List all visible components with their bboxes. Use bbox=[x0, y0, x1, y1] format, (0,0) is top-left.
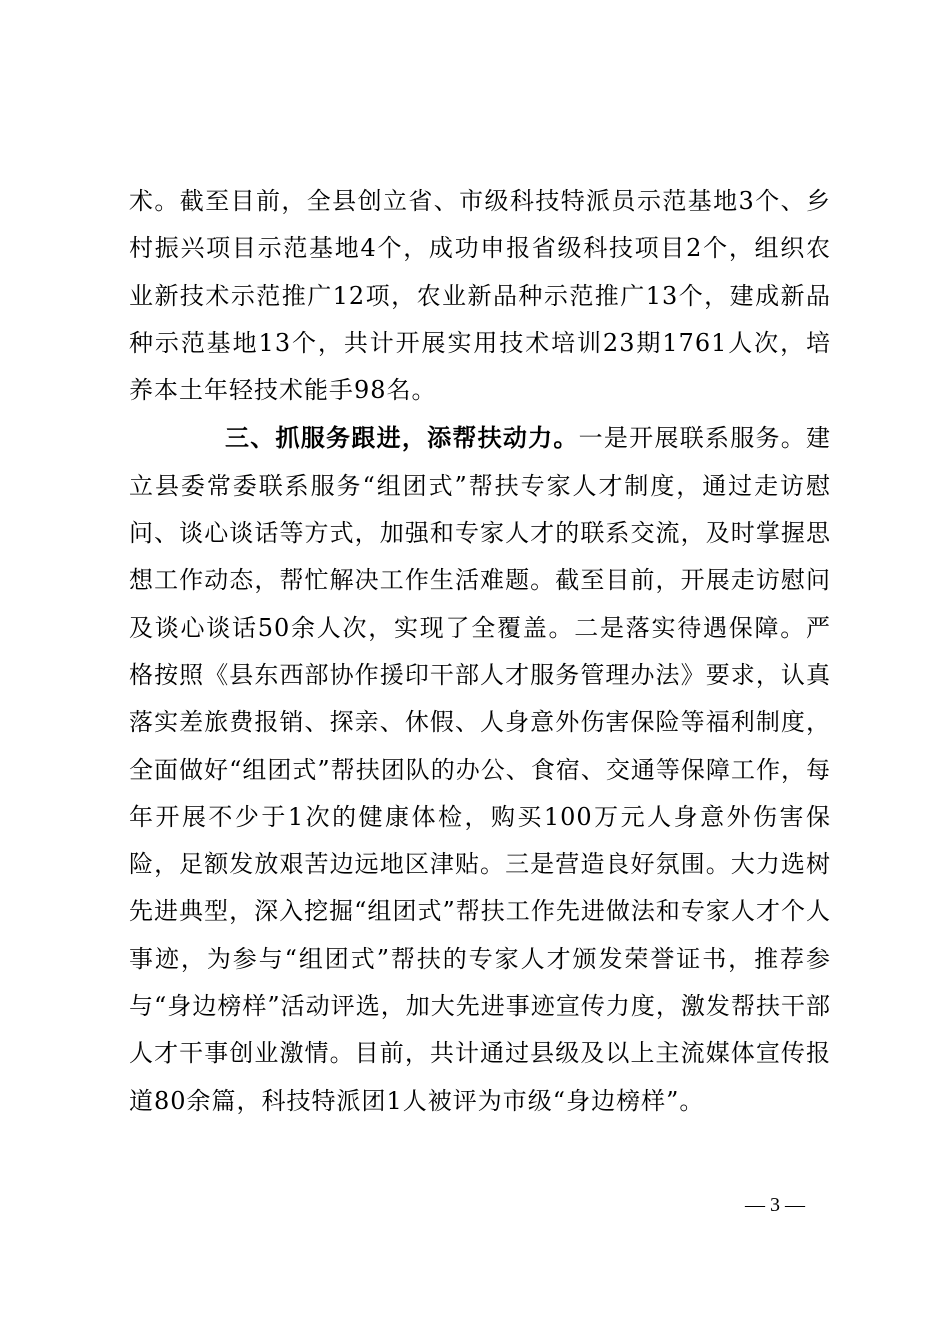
section-heading: 三、抓服务跟进，添帮扶动力。 bbox=[225, 423, 579, 453]
document-body bbox=[129, 178, 831, 1125]
paragraph-section-three bbox=[129, 414, 831, 1124]
paragraph-continuation bbox=[129, 178, 831, 414]
paragraph-1-text: 术。截至目前，全县创立省、市级科技特派员示范基地3个、乡村振兴项目示范基地4个，成功申报省级科技项目2个，组织农业新技术示范推广12项，农业新品种示范推广13个，建成新品种示范基地13个，共计开展实用技术培训23期1761人次，培养本土年轻技术能手98名。 bbox=[129, 187, 831, 405]
page-number: — 3 — bbox=[745, 1194, 805, 1216]
section-body-text: 一是开展联系服务。建立县委常委联系服务“组团式”帮扶专家人才制度，通过走访慰问、谈心谈话等方式，加强和专家人才的联系交流，及时掌握思想工作动态，帮忙解决工作生活难题。截至目前，开展走访慰问及谈心谈话50余人次，实现了全覆盖。二是落实待遇保障。严格按照《县东西部协作援印干部人才服务管理办法》要求，认真落实差旅费报销、探亲、休假、人身意外伤害保险等福利制度，全面做好“组团式”帮扶团队的办公、食宿、交通等保障工作，每年开展不少于1次的健康体检，购买100万元人身意外伤害保险，足额发放艰苦边远地区津贴。三是营造良好氛围。大力选树先进典型，深入挖掘“组团式”帮扶工作先进做法和专家人才个人事迹，为参与“组团式”帮扶的专家人才颁发荣誉证书，推荐参与“身边榜样”活动评选，加大先进事迹宣传力度，激发帮扶干部人才干事创业激情。目前，共计通过县级及以上主流媒体宣传报道80余篇，科技特派团1人被评为市级“身边榜样”。 bbox=[129, 424, 832, 1115]
